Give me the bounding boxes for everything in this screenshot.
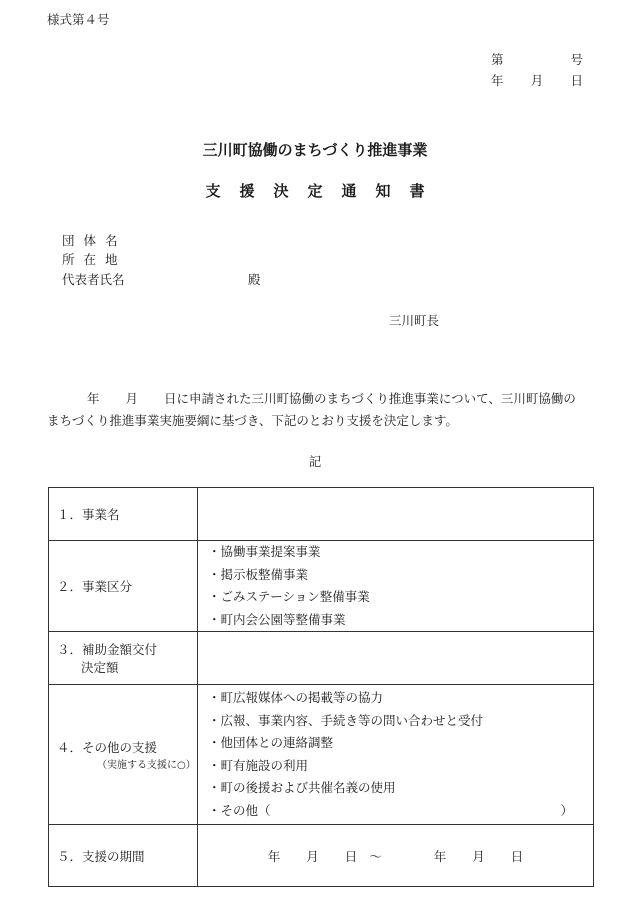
table-row: [49, 632, 594, 685]
row4-label-cell: [49, 685, 198, 825]
table-row: [49, 825, 594, 887]
list-item: ・町の後援および共催名義の使用: [208, 780, 396, 795]
row1-label: １．事業名: [49, 488, 198, 541]
row3-label-line1: ３．補助金額交付: [57, 642, 158, 657]
period-tilde: ～: [369, 848, 382, 864]
start-year: 年: [267, 848, 281, 864]
list-item: ・町広報媒体への掲載等の協力: [208, 690, 384, 705]
table-row: [49, 685, 594, 825]
row3-label-line2: 決定額: [81, 660, 119, 675]
addressee-location-label: 所在地: [62, 252, 127, 267]
addressee-org-name-label: 団体名: [62, 233, 127, 248]
body-text: 日に申請された三川町協働のまちづくり推進事業について、三川町協働のまちづくり推進事業実施要綱に基づき、下記のとおり支援を決定します。: [47, 391, 576, 428]
row5-label: ５．支援の期間: [49, 825, 198, 887]
doc-number-suffix: 号: [570, 52, 583, 67]
list-item: ・広報、事業内容、手続き等の問い合わせと受付: [208, 712, 484, 728]
body-paragraph: [47, 388, 587, 432]
start-month: 月: [306, 848, 319, 864]
honorific: 殿: [248, 272, 261, 287]
row4-label: ４．その他の支援: [57, 740, 158, 755]
program-title: 三川町協働のまちづくり推進事業: [202, 141, 428, 159]
doc-date-day: 日: [570, 73, 583, 88]
end-day: 日: [510, 848, 524, 864]
row3-label: [49, 632, 198, 685]
form-number: 様式第４号: [47, 12, 110, 27]
row2-items: [198, 541, 594, 632]
addressee-rep-name-label: 代表者氏名: [62, 272, 125, 287]
row4-sublabel: （実施する支援に○）: [97, 760, 196, 771]
document-date: [491, 71, 583, 89]
document-number: [491, 50, 583, 68]
list-item: ・協働事業提案事業: [208, 544, 321, 559]
other-open: ・その他（: [208, 802, 271, 818]
row5-value: [198, 825, 594, 887]
end-year: 年: [433, 848, 447, 864]
list-item: ・町内会公園等整備事業: [208, 611, 346, 627]
support-period: [198, 847, 593, 865]
ki-heading: 記: [308, 454, 322, 469]
row3-value: [198, 632, 594, 685]
other-close: ）: [560, 802, 573, 818]
row1-value: [198, 488, 594, 541]
row4-items: [198, 685, 594, 825]
list-item: ・掲示板整備事業: [208, 566, 309, 582]
decision-table: [48, 487, 594, 887]
table-row: [49, 488, 594, 541]
notice-title: 支援決定通知書: [205, 182, 444, 200]
list-item: ・ごみステーション整備事業: [208, 589, 370, 604]
list-item-other: [198, 800, 593, 823]
doc-date-month: 月: [530, 73, 544, 88]
issuer: 三川町長: [389, 313, 440, 328]
list-item: ・町有施設の利用: [208, 757, 309, 773]
doc-number-prefix: 第: [491, 52, 504, 67]
start-day: 日: [344, 848, 358, 864]
list-item: ・他団体との連絡調整: [208, 735, 334, 750]
table-row: [49, 541, 594, 632]
end-month: 月: [472, 848, 485, 864]
doc-date-year: 年: [491, 73, 504, 88]
body-month: 月: [125, 391, 139, 406]
body-year: 年: [87, 391, 100, 406]
row2-label: ２．事業区分: [49, 541, 198, 632]
